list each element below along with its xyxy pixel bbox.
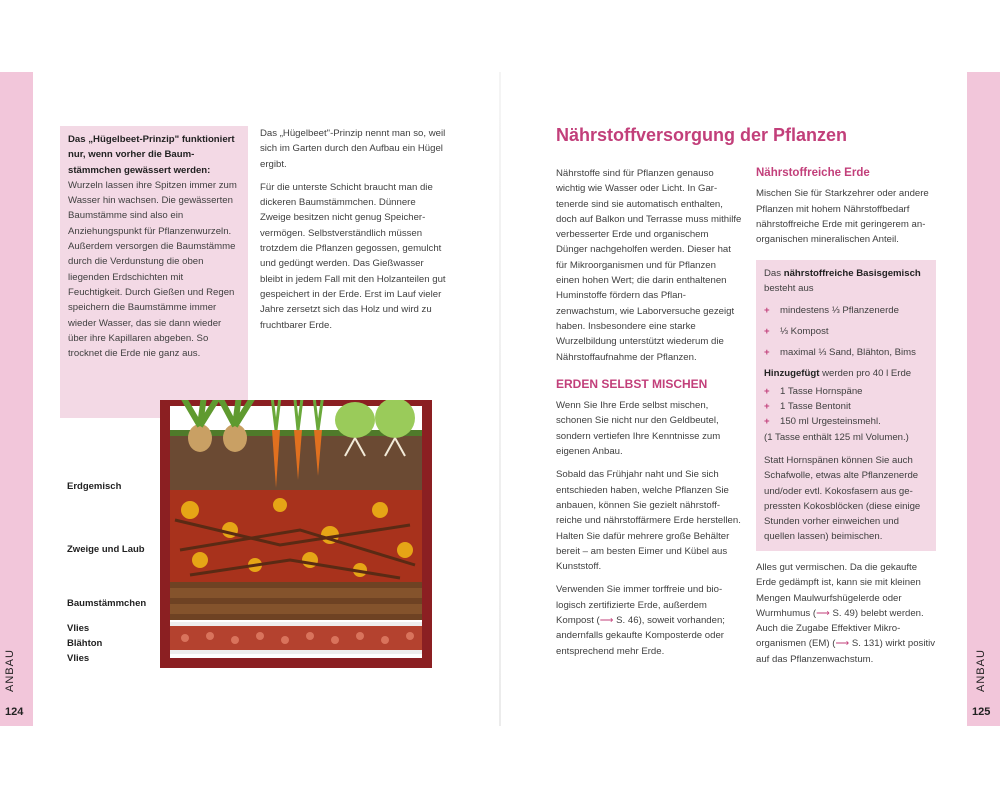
label-zweige-und-laub: Zweige und Laub (67, 544, 145, 555)
plus-icon: + (764, 385, 770, 397)
logs-layer (170, 582, 422, 620)
book-spread (0, 72, 1000, 726)
page-title: Nährstoffversorgung der Pflanzen (556, 125, 848, 145)
naehrstoffreiche-erde-heading: Nährstoffreiche Erde (756, 167, 870, 179)
basisgemisch-box (756, 260, 936, 551)
erden-paragraph-3: Verwenden Sie immer torffreie und biologisch zertifizierte Erde, außerdem Kompost (⟶ S. 46), soweit vorhanden; andernfalls gekaufte Komposterde oder entsprechend mehr Erde. (556, 584, 725, 657)
right-column-2-final (756, 560, 936, 675)
left-paragraph-1: Das „Hügelbeet"-Prinzip nennt man so, weil sich im Garten durch den Aufbau ein Hügel ergibt. (260, 128, 446, 170)
list-item: + 1 Tasse Hornspäne (764, 384, 928, 399)
label-blaehton: Blähton (67, 638, 103, 649)
fleece-bottom (170, 650, 422, 654)
hugelbeet-callout (60, 126, 248, 418)
log (170, 604, 422, 614)
added-line: Hinzugefügt werden pro 40 l Erde (764, 368, 912, 380)
label-baumstaemmchen: Baumstämmchen (67, 598, 147, 609)
left-paragraph-2: Für die unterste Schicht braucht man die dickeren Baumstämmchen. Dünnere Zweige besitzen nicht genug Speichervermögen. Selbstverständlich müssen trotzdem die Pflanzen gegossen, gemulcht und gedüngt werden. Das Gießwasser bleibt in jedem Fall mit den Holzanteilen gut gespeichert in der Erde. Erst im Lauf vieler Jahre zersetzt sich das Holz und wird zu fruchtbarer Erde. (260, 181, 446, 331)
volume-note: (1 Tasse enthält 125 ml Volumen.) (764, 431, 909, 443)
fleece-top (170, 622, 422, 626)
left-page-edge (0, 72, 33, 726)
cross-reference-arrow-icon: ⟶ (599, 615, 617, 627)
callout-lead: Das „Hügelbeet-Prinzip" funktioniert nur, wenn vorher die Baumstämmchen gewässert werden: (68, 134, 235, 176)
book-gutter (499, 72, 501, 726)
intro-paragraph: Nährstoffe sind für Pflanzen genauso wichtig wie Wasser oder Licht. In Gartenerde sind sie automatisch enthalten, doch auf Balkon und Terrasse muss mithilfe verbesserter Erde und organischem Dünger nachgeholfen werden. Dieser hat für Mikroorganismen und für Pflanzen einen hohen Wert; die darin enthaltenen Huminstoffe fördern das Pflanzenwachstum, wie Laborversuche gezeigt haben. Insbesondere eine starke Wurzelbildung unterstützt wiederum die Nährstoffaufnahme der Pflanzen. (556, 168, 742, 363)
plus-icon: + (764, 347, 770, 359)
right-page-edge (967, 72, 1000, 726)
plus-icon: + (764, 325, 770, 337)
erden-paragraph-2: Sobald das Frühjahr naht und Sie sich entschieden haben, welche Pflanzen Sie anbauen, können Sie gezielt nährstoffreiche und nährstoffärmere Erde herstellen. Halten Sie dafür mehrere große Behälter bereit – am besten Eimer und Kübel aus Kunststoff. (556, 469, 741, 573)
page-reference[interactable]: S. 49 (832, 607, 855, 619)
plus-icon: + (764, 401, 770, 413)
erden-heading: ERDEN SELBST MISCHEN (556, 376, 708, 391)
box-intro: Das nährstoffreiche Basisgemisch besteht aus (764, 268, 921, 295)
plus-icon: + (764, 304, 770, 316)
plus-icon: + (764, 416, 770, 428)
right-column-2 (756, 166, 936, 255)
label-erdgemisch: Erdgemisch (67, 481, 122, 492)
box-tip: Statt Hornspänen können Sie auch Schafwolle, etwas alte Pflanzenerde und/oder evtl. Kokosfasern aus gepressten Kokosblöcken (diese einige Stunden vorher einweichen und quellen lassen) beimischen. (764, 454, 921, 543)
right-column-1 (556, 166, 742, 667)
page-reference[interactable]: S. 131 (851, 638, 880, 650)
callout-body: Wurzeln lassen ihre Spitzen immer zum Wasser hin wachsen. Die gewässerten Baumstämme sind also ein Anziehungspunkt für Pflanzenwurzeln. Außerdem versorgen die Baumstämme durch die Verdunstung die oben liegenden Erdschichten mit Feuchtigkeit. Durch Gießen und Regen speichern die Baumstämme immer wieder Wasser, das sie dann wieder über ihre Kapillaren abgeben. So trocknet die Erde nie ganz aus. (68, 179, 237, 360)
additives-list (764, 384, 928, 430)
final-paragraph: Alles gut vermischen. Da die gekaufte Erde gedämpft ist, kann sie mit kleinen Mengen Maulwurfshügelerde oder Wurmhumus (⟶ S. 49) belebt werden. Auch die Zugabe Effektiver Mikroorganismen (EM) (⟶ S. 131) wirkt positiv auf das Pflanzenwachstum. (756, 562, 936, 665)
right-page-number: 125 (972, 706, 991, 718)
erden-paragraph-1: Wenn Sie Ihre Erde selbst mischen, schonen Sie nicht nur den Geldbeutel, sondern vertiefen Ihre Kenntnisse zum eigenen Anbau. (556, 400, 721, 458)
page-reference[interactable]: S. 46 (616, 615, 639, 627)
list-item: + ⅓ Kompost (764, 324, 928, 339)
left-page-number: 124 (5, 706, 24, 718)
naehrstoffreiche-erde-text: Mischen Sie für Starkzehrer oder andere Pflanzen mit hohem Nährstoffbedarf nährstoffreiche Erde mit geringerem anorganischen mineralischen Anteil. (756, 188, 929, 246)
cross-reference-arrow-icon: ⟶ (816, 607, 833, 619)
list-item: + maximal ⅓ Sand, Blähton, Bims (764, 345, 928, 360)
label-vlies-top: Vlies (67, 623, 90, 634)
list-item: + mindestens ⅓ Pflanzenerde (764, 303, 928, 318)
list-item: + 150 ml Urgesteinsmehl. (764, 414, 928, 429)
raised-bed-illustration (160, 400, 432, 668)
cross-reference-arrow-icon: ⟶ (835, 638, 852, 650)
log (170, 588, 422, 598)
label-vlies-bottom: Vlies (67, 653, 90, 664)
left-section-label: ANBAU (4, 649, 16, 692)
left-column-2 (260, 126, 446, 341)
right-section-label: ANBAU (975, 649, 987, 692)
list-item: + 1 Tasse Bentonit (764, 399, 928, 414)
ingredients-list (764, 303, 928, 361)
